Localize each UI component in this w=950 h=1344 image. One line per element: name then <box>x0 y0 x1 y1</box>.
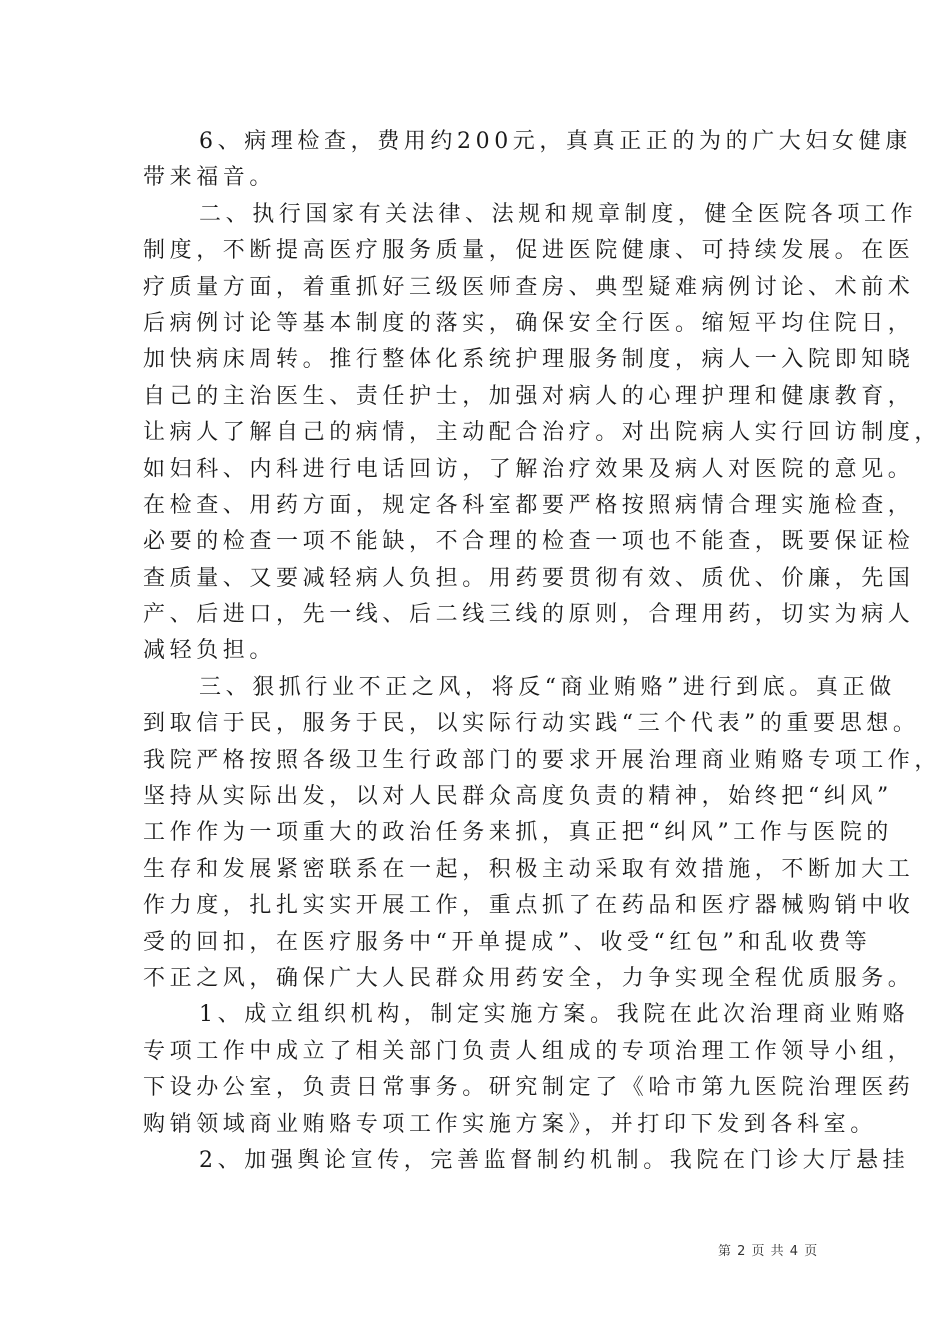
text-line: 查质量、又要减轻病人负担。用药要贯彻有效、质优、价廉，先国 <box>143 565 915 591</box>
text-line: 到取信于民，服务于民，以实际行动实践“三个代表”的重要思想。 <box>143 711 920 737</box>
text-line: 下设办公室，负责日常事务。研究制定了《哈市第九医院治理医药 <box>143 1075 915 1101</box>
paragraph-first-line: 三、狠抓行业不正之风，将反“商业贿赂”进行到底。真正做 <box>199 674 896 700</box>
text-line: 必要的检查一项不能缺，不合理的检查一项也不能查，既要保证检 <box>143 529 915 555</box>
text-line: 如妇科、内科进行电话回访，了解治疗效果及病人对医院的意见。 <box>143 456 915 482</box>
page-number-footer: 第 2 页 共 4 页 <box>718 1244 819 1259</box>
text-line: 工作作为一项重大的政治任务来抓，真正把“纠风”工作与医院的 <box>143 820 893 846</box>
text-line: 在检查、用药方面，规定各科室都要严格按照病情合理实施检查， <box>143 492 915 518</box>
paragraph-first-line: 二、执行国家有关法律、法规和规章制度，健全医院各项工作 <box>199 201 918 227</box>
paragraph-first-line: 6、病理检查，费用约200元，真真正正的为的广大妇女健康 <box>199 129 912 154</box>
text-line: 我院严格按照各级卫生行政部门的要求开展治理商业贿赂专项工作， <box>143 747 942 773</box>
text-line: 专项工作中成立了相关部门负责人组成的专项治理工作领导小组， <box>143 1038 915 1064</box>
text-line: 后病例讨论等基本制度的落实，确保安全行医。缩短平均住院日， <box>143 310 915 336</box>
text-line: 疗质量方面，着重抓好三级医师查房、典型疑难病例讨论、术前术 <box>143 274 915 300</box>
paragraph-first-line: 2、加强舆论宣传，完善监督制约机制。我院在门诊大厅悬挂 <box>199 1147 910 1173</box>
text-line: 购销领域商业贿赂专项工作实施方案》，并打印下发到各科室。 <box>143 1111 877 1137</box>
text-line: 减轻负担。 <box>143 638 277 664</box>
paragraph-first-line: 1、成立组织机构，制定实施方案。我院在此次治理商业贿赂 <box>199 1002 910 1028</box>
text-line: 自己的主治医生、责任护士，加强对病人的心理护理和健康教育， <box>143 383 915 409</box>
document-body <box>143 124 942 1179</box>
text-line: 作力度，扎扎实实开展工作，重点抓了在药品和医疗器械购销中收 <box>143 893 915 919</box>
text-line: 让病人了解自己的病情，主动配合治疗。对出院病人实行回访制度， <box>143 420 942 446</box>
text-line: 坚持从实际出发，以对人民群众高度负责的精神，始终把“纠风” <box>143 784 893 810</box>
text-line: 带来福音。 <box>143 165 277 191</box>
text-line: 加快病床周转。推行整体化系统护理服务制度，病人一入院即知晓 <box>143 347 915 373</box>
text-line: 产、后进口，先一线、后二线三线的原则，合理用药，切实为病人 <box>143 602 915 628</box>
text-line: 受的回扣，在医疗服务中“开单提成”、收受“红包”和乱收费等 <box>143 929 872 955</box>
text-line: 不正之风，确保广大人民群众用药安全，力争实现全程优质服务。 <box>143 965 915 991</box>
text-line: 制度，不断提高医疗服务质量，促进医院健康、可持续发展。在医 <box>143 238 915 264</box>
text-line: 生存和发展紧密联系在一起，积极主动采取有效措施，不断加大工 <box>143 856 915 882</box>
